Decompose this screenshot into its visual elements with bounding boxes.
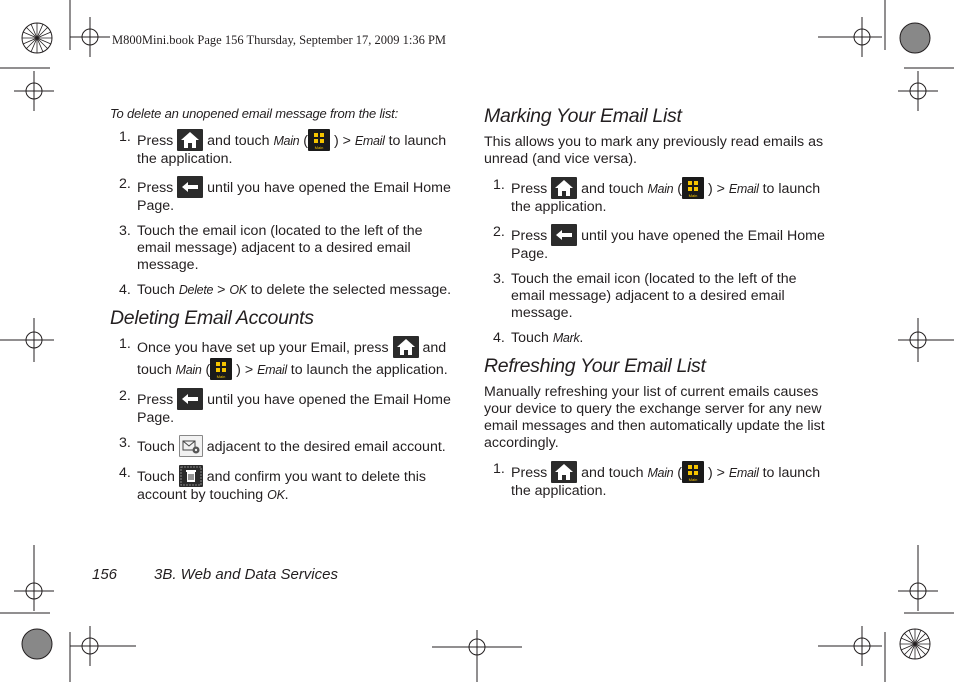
back-arrow-icon [551, 224, 577, 246]
home-icon [393, 336, 419, 358]
section-heading: Deleting Email Accounts [110, 307, 314, 329]
section-heading: Marking Your Email List [484, 105, 682, 127]
print-header: M800Mini.book Page 156 Thursday, September 17, 2009 1:36 PM [112, 33, 447, 47]
main-menu-icon [210, 358, 232, 380]
step: 1. Once you have set up your Email, press and touch Main ( Main ) > Email to launch the application. [119, 336, 448, 379]
section-title: 3B. Web and Data Services [154, 566, 338, 583]
step: 3. Touch the email icon (located to the left of the email message) adjacent to a desired email message. [493, 271, 797, 321]
step: 1. Press and touch Main ( Main ) > Email to launch the application. [119, 129, 447, 167]
step: 1. Press and touch Main ( Main ) > Email to launch the application. [493, 177, 821, 215]
svg-text:Main: Main [688, 477, 698, 482]
paragraph: This allows you to mark any previously read emails as unread (and vice versa). [484, 134, 824, 167]
step: 3. Touch the email icon (located to the left of the email message) adjacent to a desired email message. [119, 223, 423, 273]
svg-text:Main: Main [314, 145, 324, 150]
main-menu-icon [682, 461, 704, 483]
svg-text:Main: Main [688, 193, 698, 198]
svg-text:Main: Main [216, 374, 226, 379]
step: 4. Touch Delete > OK to delete the selected message. [119, 282, 452, 298]
home-icon [551, 461, 577, 483]
back-arrow-icon [177, 176, 203, 198]
mark-email-steps [484, 177, 834, 347]
step: 4. Touch and confirm you want to delete this account by touching OK. [119, 465, 426, 503]
step: 1. Press and touch Main ( Main ) > Email to launch the application. [493, 461, 821, 499]
left-column [110, 106, 460, 512]
step: 3. Touch adjacent to the desired email account. [119, 435, 446, 455]
home-icon [551, 177, 577, 199]
delete-account-steps [110, 336, 460, 504]
main-menu-icon [682, 177, 704, 199]
right-column [484, 105, 834, 508]
step: 2. Press until you have opened the Email Home Page. [119, 388, 451, 426]
intro-text: To delete an unopened email message from the list: [110, 106, 398, 121]
step: 2. Press until you have opened the Email Home Page. [119, 176, 451, 214]
page-number: 156 [92, 566, 118, 583]
delete-message-steps [110, 129, 460, 299]
step: 4. Touch Mark. [493, 330, 584, 346]
step: 2. Press until you have opened the Email Home Page. [493, 224, 825, 262]
main-menu-icon [308, 129, 330, 151]
home-icon [177, 129, 203, 151]
delete-icon [179, 465, 203, 487]
account-settings-icon [179, 435, 203, 457]
back-arrow-icon [177, 388, 203, 410]
section-heading: Refreshing Your Email List [484, 355, 706, 377]
refresh-email-steps [484, 461, 834, 500]
paragraph: Manually refreshing your list of current emails causes your device to query the exchange server for any new email messages and then automatically update the list accordingly. [484, 384, 825, 451]
